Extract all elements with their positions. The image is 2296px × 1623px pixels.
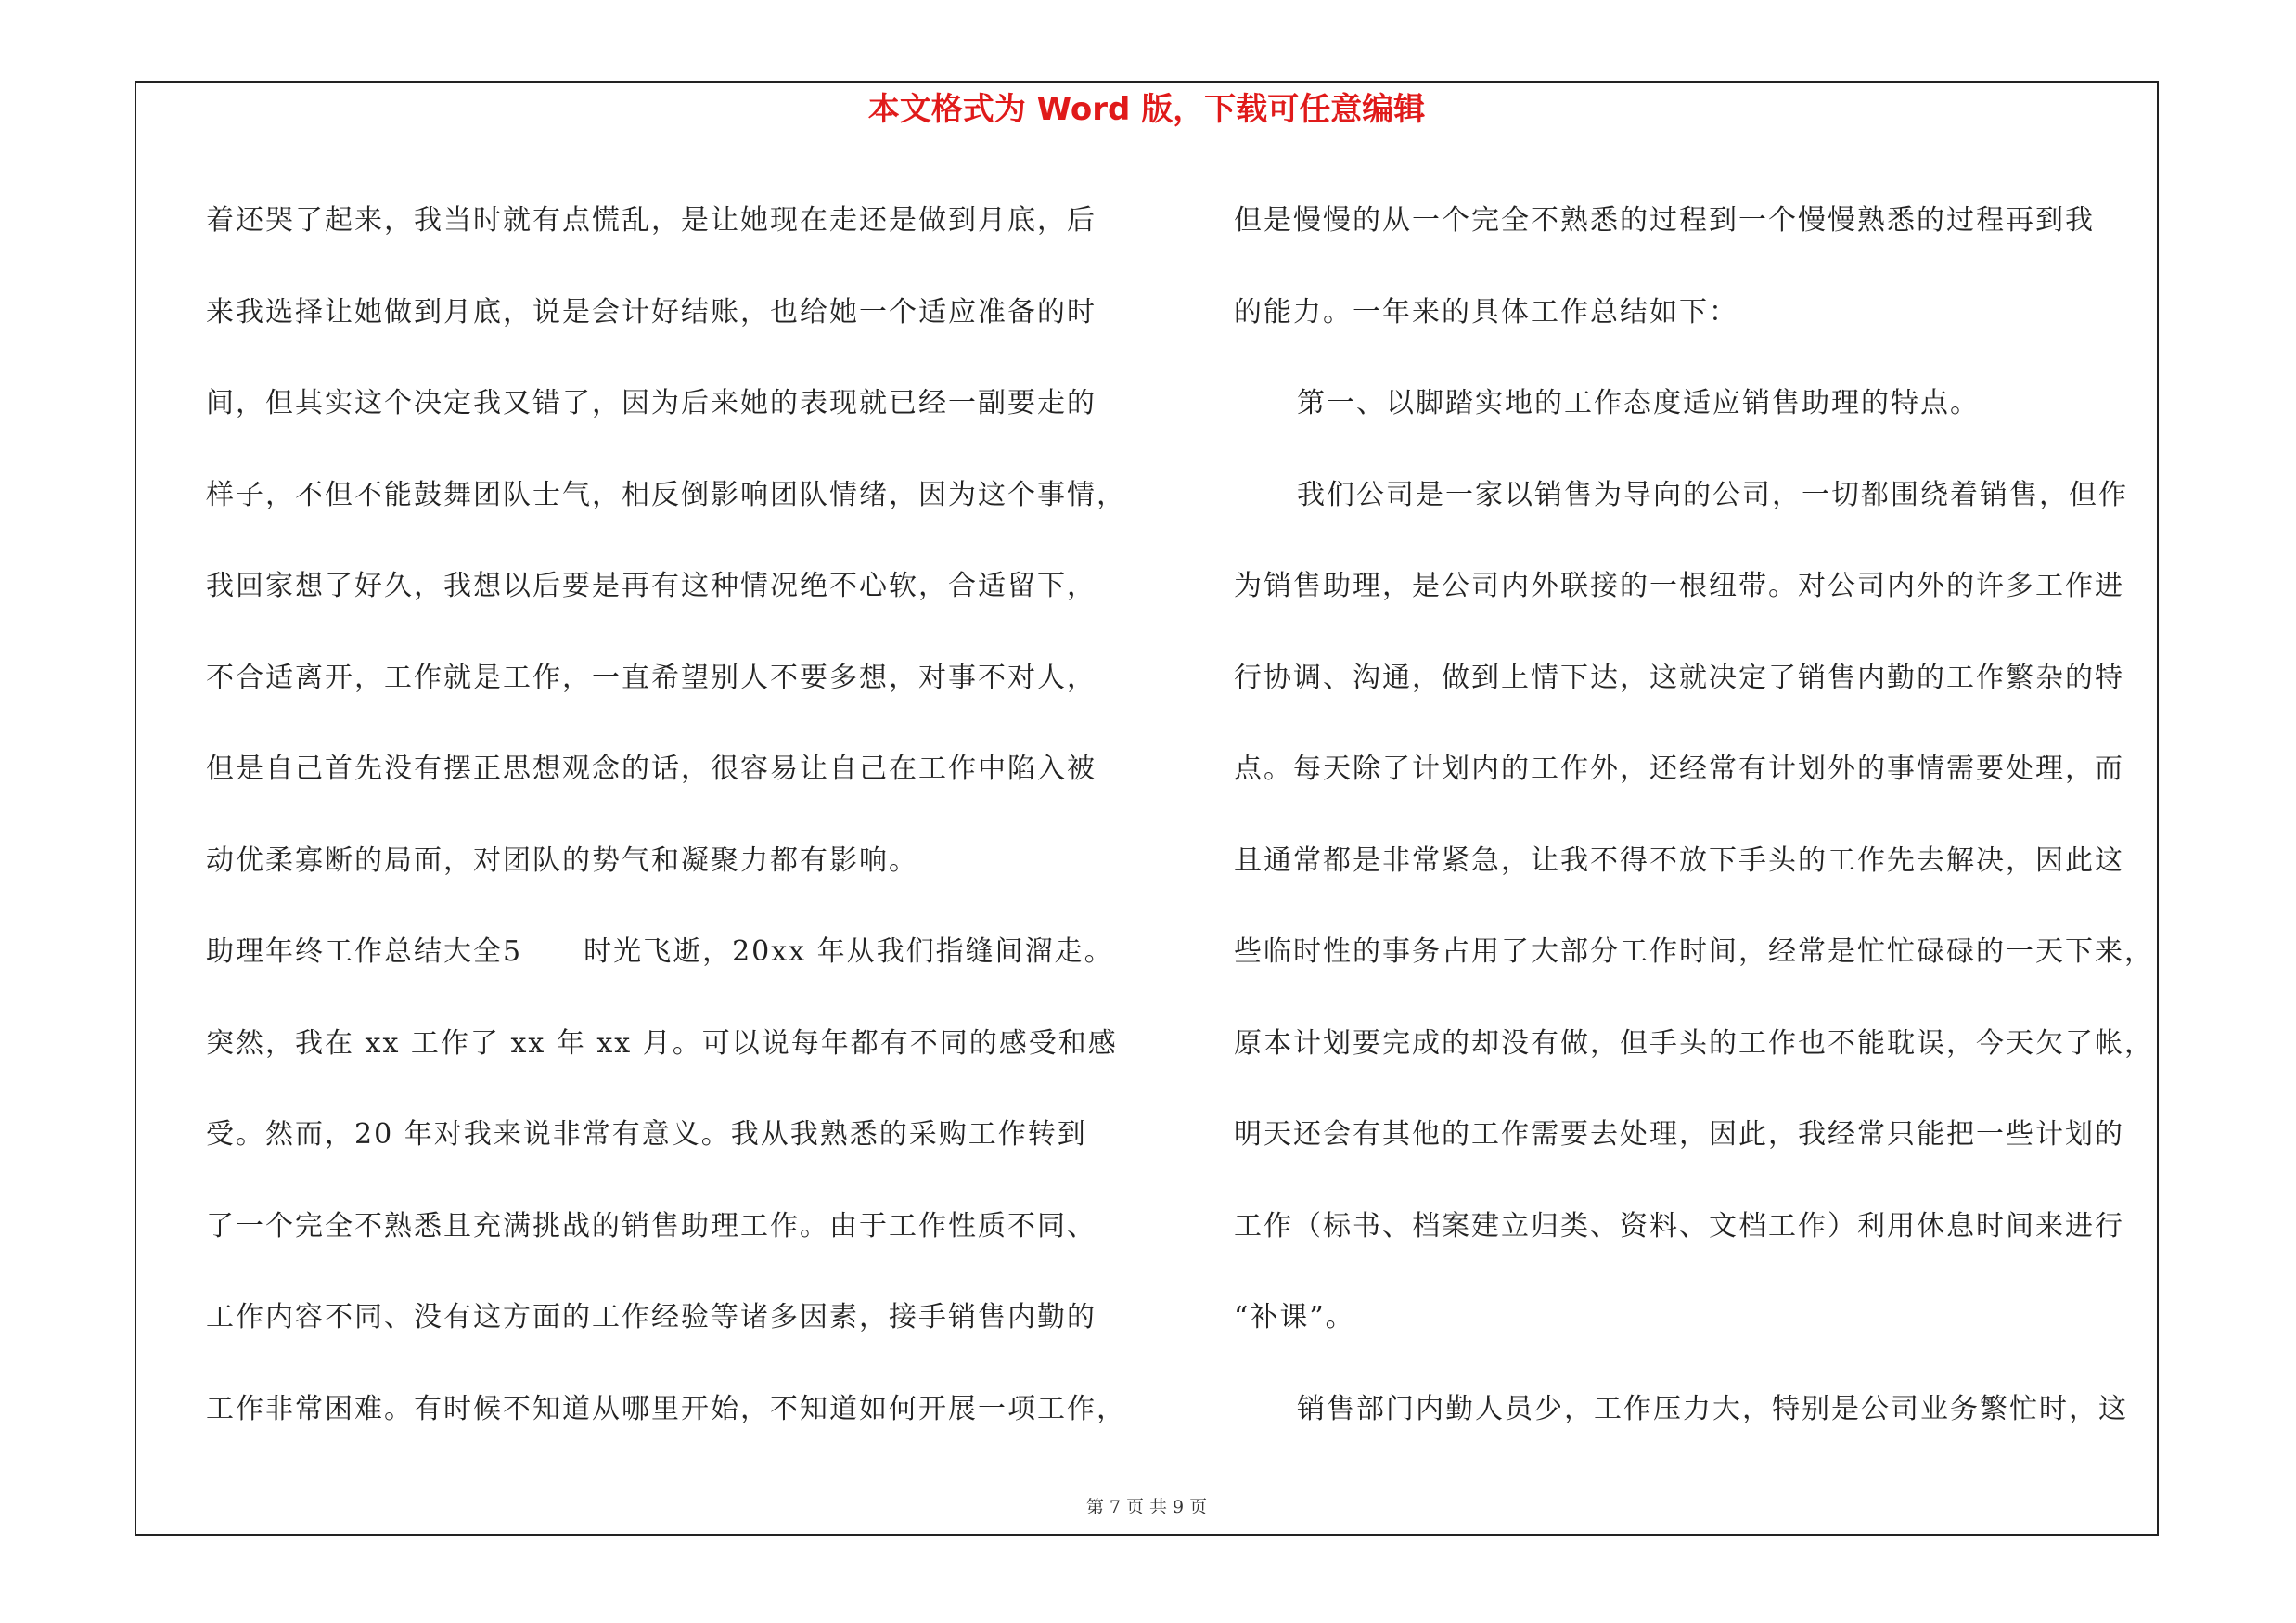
paragraph-line: 且通常都是非常紧急，让我不得不放下手头的工作先去解决，因此这 [1234, 844, 2124, 877]
format-banner: 本文格式为 Word 版，下载可任意编辑 [867, 91, 1426, 128]
paragraph-line: 行协调、沟通，做到上情下达，这就决定了销售内勤的工作繁杂的特 [1234, 661, 2124, 694]
paragraph-line: 第一、以脚踏实地的工作态度适应销售助理的特点。 [1297, 387, 1980, 419]
paragraph-line: 我回家想了好久，我想以后要是再有这种情况绝不心软，合适留下， [206, 570, 1097, 602]
paragraph-line: 工作（标书、档案建立归类、资料、文档工作）利用休息时间来进行 [1234, 1209, 2124, 1243]
paragraph-line: 了一个完全不熟悉且充满挑战的销售助理工作。由于工作性质不同、 [206, 1209, 1097, 1243]
paragraph-line: 突然，我在 xx 工作了 xx 年 xx 月。可以说每年都有不同的感受和感 [206, 1026, 1118, 1060]
right-column [1234, 175, 2161, 1455]
paragraph-line: 但是自己首先没有摆正思想观念的话，很容易让自己在工作中陷入被 [206, 753, 1097, 785]
paragraph-line: 样子，不但不能鼓舞团队士气，相反倒影响团队情绪，因为这个事情， [206, 478, 1126, 511]
paragraph-line: 不合适离开，工作就是工作，一直希望别人不要多想，对事不对人， [206, 661, 1097, 694]
paragraph-line: 点。每天除了计划内的工作外，还经常有计划外的事情需要处理，而 [1234, 753, 2124, 785]
paragraph-line: 工作非常困难。有时候不知道从哪里开始，不知道如何开展一项工作， [206, 1392, 1126, 1425]
paragraph-line: 着还哭了起来，我当时就有点慌乱，是让她现在走还是做到月底，后 [206, 204, 1097, 237]
paragraph-line: 但是慢慢的从一个完全不熟悉的过程到一个慢慢熟悉的过程再到我 [1234, 204, 2095, 237]
paragraph-line: 间，但其实这个决定我又错了，因为后来她的表现就已经一副要走的 [206, 387, 1097, 419]
paragraph-line: 明天还会有其他的工作需要去处理，因此，我经常只能把一些计划的 [1234, 1118, 2124, 1151]
paragraph-line: 销售部门内勤人员少，工作压力大，特别是公司业务繁忙时，这 [1297, 1392, 2128, 1425]
paragraph-line: 动优柔寡断的局面，对团队的势气和凝聚力都有影响。 [206, 844, 918, 877]
paragraph-line: 受。然而，20 年对我来说非常有意义。我从我熟悉的采购工作转到 [206, 1118, 1087, 1151]
paragraph-line: “补课”。 [1234, 1301, 1355, 1333]
section-heading-line [206, 907, 1134, 998]
paragraph-line: 的能力。一年来的具体工作总结如下： [1234, 295, 1738, 328]
section-heading-continuation: 时光飞逝，20xx 年从我们指缝间溜走。 [584, 935, 1114, 968]
paragraph-line: 原本计划要完成的却没有做，但手头的工作也不能耽误，今天欠了帐， [1234, 1026, 2154, 1060]
paragraph-line: 我们公司是一家以销售为导向的公司，一切都围绕着销售，但作 [1297, 478, 2128, 511]
paragraph-line: 些临时性的事务占用了大部分工作时间，经常是忙忙碌碌的一天下来， [1234, 935, 2154, 968]
paragraph-line: 为销售助理，是公司内外联接的一根纽带。对公司内外的许多工作进 [1234, 570, 2124, 602]
page-number-footer: 第 7 页 共 9 页 [1085, 1497, 1208, 1517]
paragraph-line: 工作内容不同、没有这方面的工作经验等诸多因素，接手销售内勤的 [206, 1301, 1097, 1333]
left-column [206, 175, 1134, 1455]
paragraph-line: 来我选择让她做到月底，说是会计好结账，也给她一个适应准备的时 [206, 295, 1097, 328]
section-heading: 助理年终工作总结大全5 [206, 935, 523, 968]
document-page [135, 81, 2159, 1536]
